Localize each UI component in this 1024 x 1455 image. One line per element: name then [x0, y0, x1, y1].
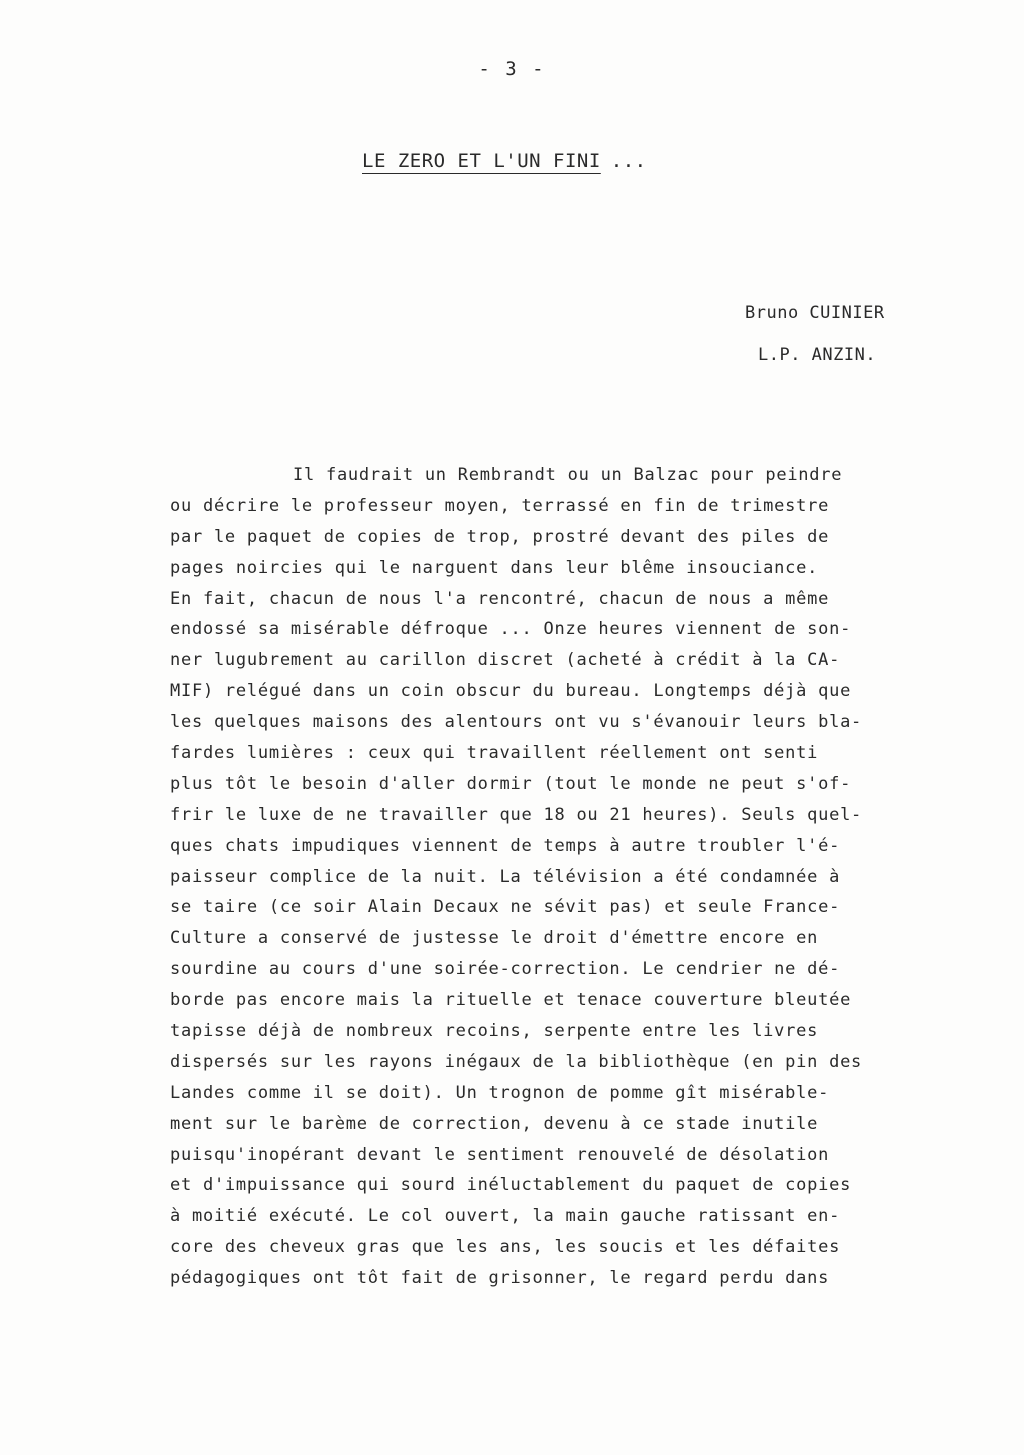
text-line: par le paquet de copies de trop, prostré devant des piles de [170, 526, 830, 547]
text-line: endossé sa misérable défroque ... Onze heures viennent de son- [170, 619, 852, 640]
text-line: frir le luxe de ne travailler que 18 ou 21 heures). Seuls quel- [170, 804, 863, 825]
author-institution: L.P. ANZIN. [758, 345, 877, 365]
article-title-ellipsis: ... [610, 150, 647, 172]
text-line: fardes lumières : ceux qui travaillent réellement ont senti [170, 743, 819, 764]
article-title-text: LE ZERO ET L'UN FINI [362, 150, 601, 172]
text-line: pédagogiques ont tôt fait de grisonner, le regard perdu dans [170, 1268, 830, 1289]
text-line: borde pas encore mais la rituelle et tenace couverture bleutée [170, 990, 852, 1011]
author-name: Bruno CUINIER [745, 303, 885, 323]
text-line: puisqu'inopérant devant le sentiment renouvelé de désolation [170, 1144, 830, 1165]
page-number: - 3 - [478, 58, 546, 80]
text-line: ou décrire le professeur moyen, terrassé en fin de trimestre [170, 495, 830, 516]
text-line: pages noircies qui le narguent dans leur blême insouciance. [170, 557, 819, 578]
text-line: MIF) relégué dans un coin obscur du bureau. Longtemps déjà que [170, 681, 852, 702]
body-paragraph [170, 460, 970, 1294]
text-line: ner lugubrement au carillon discret (acheté à crédit à la CA- [170, 650, 841, 671]
text-line: sourdine au cours d'une soirée-correction. Le cendrier ne dé- [170, 959, 841, 980]
text-line: tapisse déjà de nombreux recoins, serpente entre les livres [170, 1021, 819, 1042]
text-line: Culture a conservé de justesse le droit d'émettre encore en [170, 928, 819, 949]
text-line: ques chats impudiques viennent de temps à autre troubler l'é- [170, 835, 841, 856]
article-title [362, 150, 647, 172]
text-line: les quelques maisons des alentours ont vu s'évanouir leurs bla- [170, 712, 863, 733]
text-line: Landes comme il se doit). Un trognon de pomme gît misérable- [170, 1082, 830, 1103]
text-line: plus tôt le besoin d'aller dormir (tout le monde ne peut s'of- [170, 773, 852, 794]
text-line: En fait, chacun de nous l'a rencontré, chacun de nous a même [170, 588, 830, 609]
text-line: ment sur le barème de correction, devenu à ce stade inutile [170, 1113, 819, 1134]
text-line: core des cheveux gras que les ans, les soucis et les défaites [170, 1237, 841, 1258]
text-line: à moitié exécuté. Le col ouvert, la main gauche ratissant en- [170, 1206, 841, 1227]
text-line: Il faudrait un Rembrandt ou un Balzac pour peindre [293, 465, 843, 485]
text-line: et d'impuissance qui sourd inéluctablement du paquet de copies [170, 1175, 852, 1196]
text-line: dispersés sur les rayons inégaux de la bibliothèque (en pin des [170, 1051, 863, 1072]
text-line: paisseur complice de la nuit. La télévision a été condamnée à [170, 866, 841, 887]
text-line: se taire (ce soir Alain Decaux ne sévit pas) et seule France- [170, 897, 841, 918]
